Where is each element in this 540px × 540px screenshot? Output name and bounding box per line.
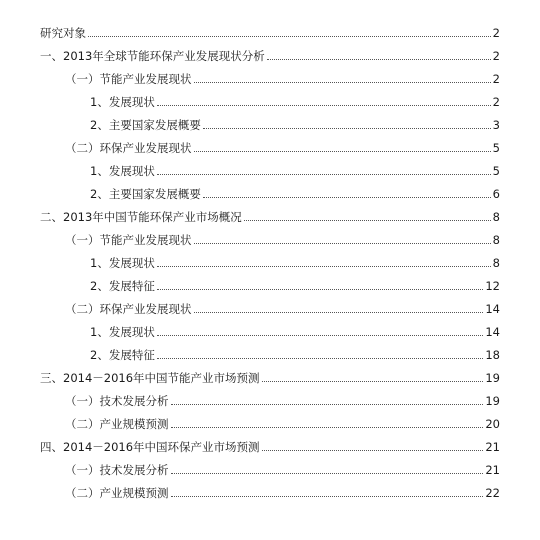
toc-entry-label: （二）环保产业发展现状 [65, 141, 192, 155]
dot-leader [157, 174, 491, 175]
toc-entry[interactable] [65, 298, 500, 316]
dot-leader [171, 473, 484, 474]
toc-entry[interactable] [65, 68, 500, 86]
toc-entry-label: 1、发展现状 [90, 325, 155, 339]
toc-entry-label: 四、2014－2016年中国环保产业市场预测 [40, 440, 260, 454]
toc-entry-page: 21 [485, 440, 500, 454]
toc-entry-page: 2 [492, 95, 500, 109]
toc-entry[interactable] [90, 252, 500, 270]
dot-leader [262, 381, 484, 382]
dot-leader [262, 450, 484, 451]
toc-entry[interactable] [90, 114, 500, 132]
toc-entry[interactable] [40, 45, 500, 63]
toc-entry-page: 18 [485, 348, 500, 362]
dot-leader [194, 243, 491, 244]
toc-entry-page: 8 [492, 210, 500, 224]
dot-leader [157, 358, 484, 359]
dot-leader [194, 151, 491, 152]
dot-leader [267, 59, 491, 60]
toc-entry[interactable] [90, 160, 500, 178]
toc-entry-label: （二）产业规模预测 [65, 417, 169, 431]
toc-entry[interactable] [65, 137, 500, 155]
toc-entry-page: 12 [485, 279, 500, 293]
toc-entry[interactable] [90, 91, 500, 109]
dot-leader [194, 312, 484, 313]
toc-entry-page: 20 [485, 417, 500, 431]
toc-entry-page: 8 [492, 256, 500, 270]
toc-entry-label: 1、发展现状 [90, 164, 155, 178]
dot-leader [157, 266, 491, 267]
toc-entry-page: 14 [485, 325, 500, 339]
toc-entry[interactable] [40, 22, 500, 40]
dot-leader [88, 36, 491, 37]
toc-entry-page: 19 [485, 394, 500, 408]
toc-entry-page: 22 [485, 486, 500, 500]
toc-entry-label: （一）技术发展分析 [65, 463, 169, 477]
toc-entry[interactable] [40, 367, 500, 385]
toc-entry-label: （一）节能产业发展现状 [65, 233, 192, 247]
toc-entry-label: 2、发展特征 [90, 279, 155, 293]
toc-entry-page: 5 [492, 164, 500, 178]
toc-entry-label: 2、主要国家发展概要 [90, 118, 201, 132]
toc-entry[interactable] [65, 229, 500, 247]
toc-entry[interactable] [90, 275, 500, 293]
toc-entry-label: 1、发展现状 [90, 95, 155, 109]
toc-entry[interactable] [90, 321, 500, 339]
toc-entry[interactable] [90, 183, 500, 201]
toc-entry-label: 研究对象 [40, 26, 86, 40]
toc-entry[interactable] [40, 206, 500, 224]
toc-entry[interactable] [65, 459, 500, 477]
dot-leader [171, 404, 484, 405]
dot-leader [244, 220, 491, 221]
toc-entry-page: 14 [485, 302, 500, 316]
toc-entry-label: （二）产业规模预测 [65, 486, 169, 500]
toc-entry-label: 一、2013年全球节能环保产业发展现状分析 [40, 49, 265, 63]
toc-entry-label: 2、发展特征 [90, 348, 155, 362]
toc-entry[interactable] [40, 436, 500, 454]
toc-entry-label: 二、2013年中国节能环保产业市场概况 [40, 210, 242, 224]
toc-entry[interactable] [65, 390, 500, 408]
dot-leader [194, 82, 491, 83]
dot-leader [157, 335, 484, 336]
toc-entry-page: 2 [492, 26, 500, 40]
toc-entry-label: 2、主要国家发展概要 [90, 187, 201, 201]
toc-entry[interactable] [65, 482, 500, 500]
toc-entry-page: 6 [492, 187, 500, 201]
toc-entry-label: （一）节能产业发展现状 [65, 72, 192, 86]
toc-entry-label: 1、发展现状 [90, 256, 155, 270]
toc-entry-page: 2 [492, 72, 500, 86]
toc-entry[interactable] [90, 344, 500, 362]
toc-entry-label: （二）环保产业发展现状 [65, 302, 192, 316]
toc-entry-label: 三、2014－2016年中国节能产业市场预测 [40, 371, 260, 385]
dot-leader [203, 197, 491, 198]
toc-entry-page: 5 [492, 141, 500, 155]
dot-leader [157, 105, 491, 106]
toc-entry[interactable] [65, 413, 500, 431]
toc-entry-page: 21 [485, 463, 500, 477]
dot-leader [171, 427, 484, 428]
toc-entry-page: 3 [492, 118, 500, 132]
toc-entry-page: 2 [492, 49, 500, 63]
toc-entry-page: 19 [485, 371, 500, 385]
dot-leader [171, 496, 484, 497]
toc-entry-label: （一）技术发展分析 [65, 394, 169, 408]
dot-leader [203, 128, 491, 129]
toc-entry-page: 8 [492, 233, 500, 247]
dot-leader [157, 289, 484, 290]
